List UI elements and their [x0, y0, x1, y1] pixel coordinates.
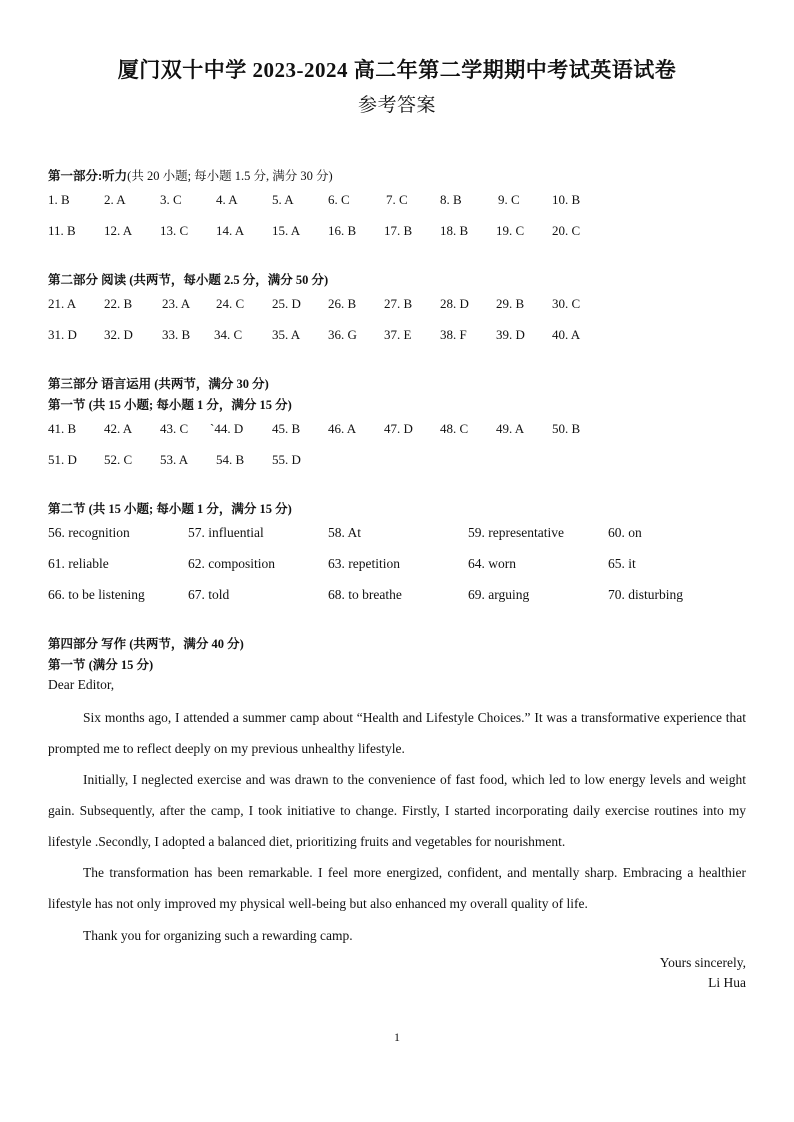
answer-item: 2. A	[104, 192, 126, 207]
fill-answer-row	[48, 556, 748, 576]
fill-answer-item: 67. told	[188, 587, 230, 602]
answer-item: 15. A	[272, 223, 301, 238]
answer-item: 28. D	[440, 296, 469, 311]
answer-item: 4. A	[216, 192, 238, 207]
answer-item: 5. A	[272, 192, 294, 207]
answer-item: 36. G	[328, 327, 357, 342]
page-number: 1	[394, 1030, 400, 1044]
fill-answer-item: 65. it	[608, 556, 636, 571]
fill-answer-item: 63. repetition	[328, 556, 400, 571]
part1-heading-note: (共 20 小题; 每小题 1.5 分, 满分 30 分)	[127, 169, 333, 183]
part1-answer-row	[48, 192, 748, 212]
answer-item: 31. D	[48, 327, 77, 342]
answer-item: 12. A	[104, 223, 133, 238]
fill-answer-item: 58. At	[328, 525, 362, 540]
answer-item: 48. C	[440, 421, 469, 436]
fill-answer-item: 68. to breathe	[328, 587, 402, 602]
part4-section1-heading: 第一节 (满分 15 分)	[48, 658, 154, 672]
answer-item: 41. B	[48, 421, 77, 436]
answer-item: 27. B	[384, 296, 413, 311]
answer-item: 53. A	[160, 452, 189, 467]
answer-item: 32. D	[104, 327, 133, 342]
fill-answer-row	[48, 525, 748, 545]
part3-answer-row	[48, 421, 748, 441]
fill-answer-item: 69. arguing	[468, 587, 530, 602]
answer-item: 54. B	[216, 452, 245, 467]
answer-item: 25. D	[272, 296, 301, 311]
letter-greeting: Dear Editor,	[48, 677, 115, 692]
answer-item: 43. C	[160, 421, 189, 436]
part3-section1-heading: 第一节 (共 15 小题; 每小题 1 分，满分 15 分)	[48, 398, 292, 412]
answer-item: 9. C	[498, 192, 520, 207]
answer-item: 37. E	[384, 327, 412, 342]
part2-answer-row	[48, 327, 748, 347]
answer-item: 16. B	[328, 223, 357, 238]
fill-answer-item: 59. representative	[468, 525, 564, 540]
answer-item: 24. C	[216, 296, 245, 311]
answer-item: 29. B	[496, 296, 525, 311]
answer-item: 3. C	[160, 192, 182, 207]
part2-answer-row	[48, 296, 748, 316]
part3-heading: 第三部分 语言运用 (共两节，满分 30 分)	[48, 377, 269, 391]
fill-answer-item: 66. to be listening	[48, 587, 145, 602]
answer-item: 17. B	[384, 223, 413, 238]
answer-item: 47. D	[384, 421, 413, 436]
answer-item: 34. C	[214, 327, 243, 342]
answer-item: 20. C	[552, 223, 581, 238]
answer-item: 23. A	[162, 296, 191, 311]
answer-item: 55. D	[272, 452, 301, 467]
fill-answer-item: 64. worn	[468, 556, 516, 571]
letter-signature: Li Hua	[708, 975, 746, 990]
fill-answer-item: 56. recognition	[48, 525, 130, 540]
answer-item: 51. D	[48, 452, 77, 467]
answer-item: 50. B	[552, 421, 581, 436]
part1-answer-row	[48, 223, 748, 243]
answer-item: 21. A	[48, 296, 77, 311]
answer-item: 18. B	[440, 223, 469, 238]
answer-item: 19. C	[496, 223, 525, 238]
page-subtitle: 参考答案	[357, 95, 436, 116]
answer-item: 45. B	[272, 421, 301, 436]
answer-item: 49. A	[496, 421, 525, 436]
answer-item: 52. C	[104, 452, 133, 467]
fill-answer-item: 60. on	[608, 525, 642, 540]
answer-item: 40. A	[552, 327, 581, 342]
part3-section2-heading: 第二节 (共 15 小题; 每小题 1 分，满分 15 分)	[48, 502, 292, 516]
letter-closing: Yours sincerely,	[659, 955, 746, 970]
fill-answer-row	[48, 587, 748, 607]
part1-heading-title: 第一部分:听力	[48, 169, 128, 183]
letter-paragraph: The transformation has been remarkable. I feel more energized, confident, and mentally sharp. Embracing a healthier lifestyle has not only improved my physical well-being but also enhanced my overall quality of life.	[48, 865, 746, 911]
answer-item: 38. F	[440, 327, 467, 342]
fill-answer-item: 61. reliable	[48, 556, 109, 571]
answer-item: 46. A	[328, 421, 357, 436]
part3-answer-row	[48, 452, 748, 472]
answer-item: 14. A	[216, 223, 245, 238]
letter-paragraph: Thank you for organizing such a rewarding camp.	[83, 928, 353, 943]
answer-item: 33. B	[162, 327, 191, 342]
answer-item: 7. C	[386, 192, 408, 207]
part4-heading: 第四部分 写作 (共两节，满分 40 分)	[48, 637, 244, 651]
fill-answer-item: 70. disturbing	[608, 587, 684, 602]
letter-paragraph: Initially, I neglected exercise and was drawn to the convenience of fast food, which led to low energy levels and weight gain. Subsequently, after the camp, I took initiative to change. Firstly, I started incorporating daily exercise routines into my lifestyle .Secondly, I adopted a balanced diet, prioritizing fruits and vegetables for nourishment.	[48, 772, 746, 849]
fill-answer-item: 62. composition	[188, 556, 275, 571]
answer-item: 1. B	[48, 192, 70, 207]
answer-item: 35. A	[272, 327, 301, 342]
answer-item: 26. B	[328, 296, 357, 311]
answer-item: 8. B	[440, 192, 462, 207]
answer-item: 6. C	[328, 192, 350, 207]
fill-answer-item: 57. influential	[188, 525, 264, 540]
answer-item: 42. A	[104, 421, 133, 436]
letter-paragraph: Six months ago, I attended a summer camp about “Health and Lifestyle Choices.” It was a transformative experience that prompted me to reflect deeply on my previous unhealthy lifestyle.	[48, 710, 746, 756]
answer-item: 22. B	[104, 296, 133, 311]
answer-item: 13. C	[160, 223, 189, 238]
answer-item: 30. C	[552, 296, 581, 311]
page-title: 厦门双十中学 2023-2024 高二年第二学期期中考试英语试卷	[117, 58, 677, 82]
part2-heading: 第二部分 阅读 (共两节，每小题 2.5 分，满分 50 分)	[48, 273, 329, 287]
answer-item: 39. D	[496, 327, 525, 342]
answer-item: 10. B	[552, 192, 581, 207]
answer-item: `44. D	[210, 421, 244, 436]
part1-heading	[48, 166, 333, 184]
answer-item: 11. B	[48, 223, 76, 238]
